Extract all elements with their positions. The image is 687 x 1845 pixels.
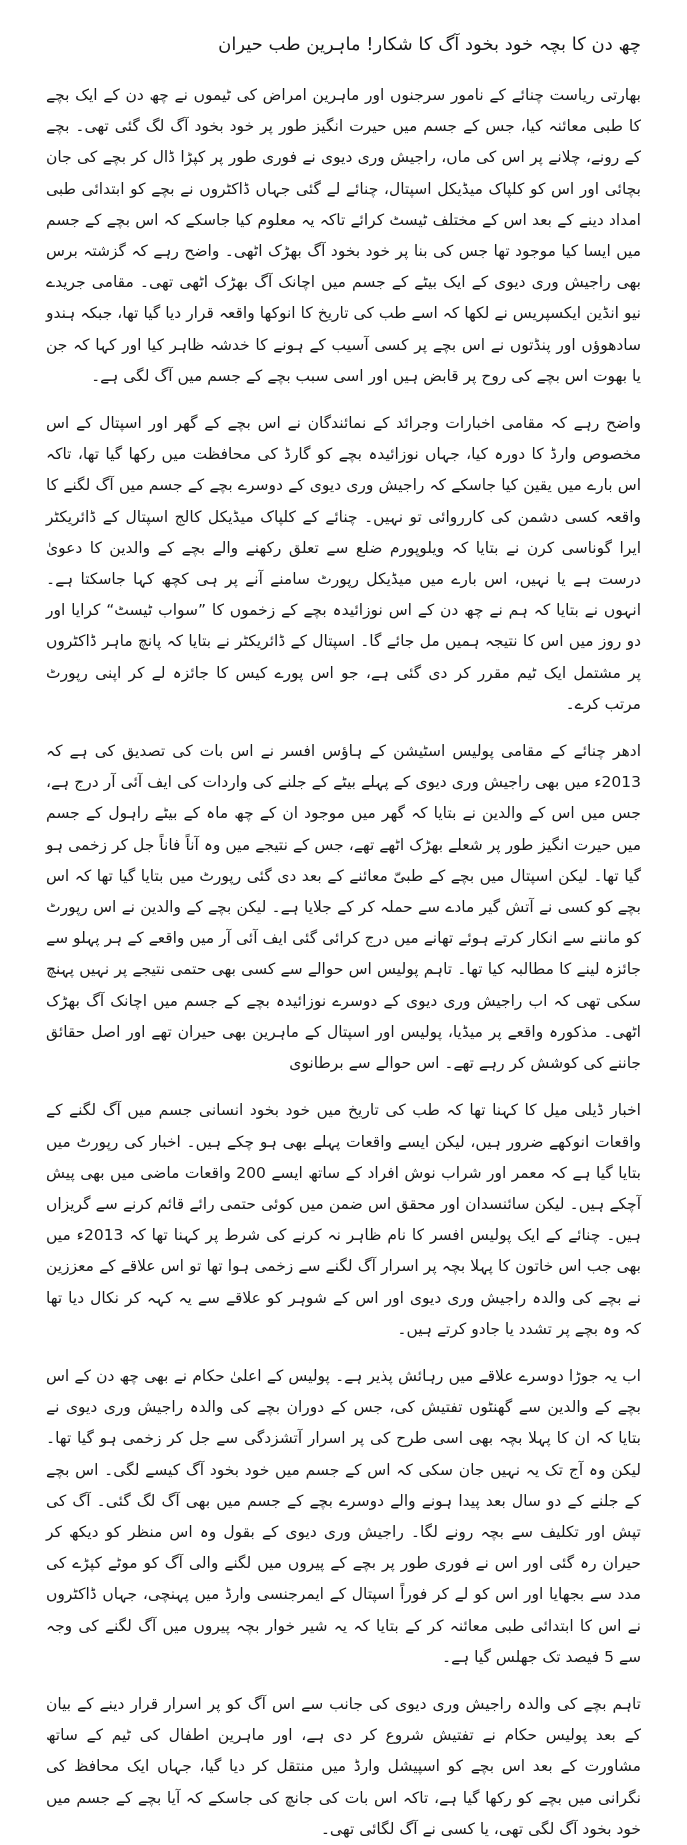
article-paragraph-4: اخبار ڈیلی میل کا کہنا تھا کہ طب کی تاریخ میں خود بخود انسانی جسم میں آگ لگنے کے واقعات انوکھے ضرور ہیں، لیکن ایسے واقعات پہلے بھی ہو چکے ہیں۔ اخبار کی رپورٹ میں بتایا گیا ہے کہ معمر اور شراب نوش افراد کے ساتھ ایسے 200 واقعات ماضی میں بھی پیش آچکے ہیں۔ لیکن سائنسدان اور محقق اس ضمن میں کوئی حتمی رائے قائم کرنے سے گریزاں ہیں۔ چنائے کے ایک پولیس افسر کا نام ظاہر نہ کرنے کی شرط پر کہنا تھا کہ 2013ء میں بھی جب اس خاتون کا پہلا بچہ پر اسرار آگ لگنے سے زخمی ہوا تھا تو اس علاقے کے معززین نے بچے کی والدہ راجیش وری دیوی اور اس کے شوہر کو علاقے سے یہ کہہ کر نکال دیا تھا کہ وہ بچے پر تشدد یا جادو کرتے ہیں۔ [46, 1101, 641, 1338]
article-paragraph-2: واضح رہے کہ مقامی اخبارات وجرائد کے نمائندگان نے اس بچے کے گھر اور اسپتال کے اس مخصوص وارڈ کا دورہ کیا، جہاں نوزائیدہ بچے کو گارڈ کی محافظت میں رکھا گیا تھا، تاکہ اس بارے میں یقین کیا جاسکے کہ راجیش وری دیوی کے دوسرے بچے کے جسم میں آگ لگنے کا واقعہ کسی دشمن کی کارروائی تو نہیں۔ چنائے کے کلپاک میڈیکل کالج اسپتال کے ڈائریکٹر ایرا گوناسی کرن نے بتایا کہ ویلوپورم ضلع سے تعلق رکھنے والے بچے کے والدین کا دعویٰ درست ہے یا نہیں، اس بارے میں میڈیکل رپورٹ سامنے آنے پر ہی کچھ کہا جاسکتا ہے۔ انہوں نے بتایا کہ ہم نے چھ دن کے اس نوزائیدہ بچے کے زخموں کا ”سواب ٹیسٹ“ کرایا اور دو روز میں اس کا نتیجہ ہمیں مل جائے گا۔ اسپتال کے ڈائریکٹر نے بتایا کہ پانچ ماہر ڈاکٹروں پر مشتمل ایک ٹیم مقرر کر دی گئی ہے، جو اس پورے کیس کا جائزہ لے کر اپنی رپورٹ مرتب کرے۔ [46, 414, 641, 713]
article-paragraph-6: تاہم بچے کی والدہ راجیش وری دیوی کی جانب سے اس آگ کو پر اسرار قرار دینے کے بیان کے بعد پولیس حکام نے تفتیش شروع کر دی ہے، اور ماہرین اطفال کی ٹیم کے ساتھ مشاورت کے بعد اس بچے کو اسپیشل وارڈ میں منتقل کر دیا گیا، جہاں ایک محافظ کی نگرانی میں بچے کو رکھا گیا ہے، تاکہ اس بات کی جانچ کی جاسکے کہ آیا بچے کے جسم میں خود بخود آگ لگی تھی، یا کسی نے آگ لگائی تھی۔ [46, 1694, 641, 1838]
article-headline: چھ دن کا بچہ خود بخود آگ کا شکار! ماہرین طب حیران [218, 34, 641, 55]
article-paragraph-5: اب یہ جوڑا دوسرے علاقے میں رہائش پذیر ہے۔ پولیس کے اعلیٰ حکام نے بھی چھ دن کے اس بچے کے والدین سے گھنٹوں تفتیش کی، جس کے دوران بچے کی والدہ راجیش وری دیوی نے بتایا کہ ان کا پہلا بچہ بھی اسی طرح کی پر اسرار آتشزدگی سے جل کر زخمی ہو گیا تھا۔ لیکن وہ آج تک یہ نہیں جان سکی کہ اس کے جسم میں خود بخود آگ کیسے لگی۔ اس بچے کے جلنے کے دو سال بعد پیدا ہونے والے دوسرے بچے کے جسم میں بھی آگ لگ گئی۔ آگ کی تپش اور تکلیف سے بچہ رونے لگا۔ راجیش وری دیوی کے بقول وہ اس منظر کو دیکھ کر حیران رہ گئی اور اس نے فوری طور پر بچے کے پیروں میں لگنے والی آگ کو موٹے کپڑے کی مدد سے بجھایا اور اس کو لے کر فوراً اسپتال کے ایمرجنسی وارڈ میں پہنچی، جہاں ڈاکٹروں نے اس کا ابتدائی طبی معائنہ کر کے بتایا کہ یہ شیر خوار بچہ پیروں میں آگ لگنے کی وجہ سے 5 فیصد تک جھلس گیا ہے۔ [46, 1366, 641, 1666]
article-paragraph-1: بھارتی ریاست چنائے کے نامور سرجنوں اور ماہرین امراض کی ٹیموں نے چھ دن کے ایک بچے کا طبی معائنہ کیا، جس کے جسم میں حیرت انگیز طور پر خود بخود آگ لگ گئی تھی۔ بچے کے رونے، چلانے پر اس کی ماں، راجیش وری دیوی نے فوری طور پر کپڑا ڈال کر بچے کی جان بچائی اور اس کو کلپاک میڈیکل اسپتال، چنائے لے گئی جہاں ڈاکٹروں نے بچے کو ابتدائی طبی امداد دینے کے بعد اس کے مختلف ٹیسٹ کرائے تاکہ یہ معلوم کیا جاسکے کہ اس بچے کے جسم میں ایسا کیا موجود تھا جس کی بنا پر خود بخود آگ بھڑک اٹھی۔ واضح رہے کہ گزشتہ برس بھی راجیش وری دیوی کے ایک بیٹے کے جسم میں اچانک آگ بھڑک اٹھی تھی۔ مقامی جریدے نیو انڈین ایکسپریس نے لکھا کہ اسے طب کی تاریخ کا انوکھا واقعہ قرار دیا گیا تھا، جبکہ ہندو سادھوؤں اور پنڈتوں نے اس بچے پر کسی آسیب کے ہونے کا خدشہ ظاہر کیا اور کہا کہ جن یا بھوت اس بچے کی روح پر قابض ہیں اور اسی سبب بچے کے جسم میں آگ لگی ہے۔ [46, 86, 641, 385]
article-paragraph-3: ادھر چنائے کے مقامی پولیس اسٹیشن کے ہاؤس افسر نے اس بات کی تصدیق کی ہے کہ 2013ء میں بھی راجیش وری دیوی کے پہلے بیٹے کے جلنے کی واردات کی ایف آئی آر درج ہے، جس میں اس کے والدین نے بتایا کہ گھر میں موجود ان کے چھ ماہ کے بیٹے راہول کے جسم میں حیرت انگیز طور پر شعلے بھڑک اٹھے تھے، جس کے نتیجے میں وہ آناً فاناً جل کر زخمی ہو گیا تھا۔ لیکن اسپتال میں بچے کے طبیّ معائنے کے بعد دی گئی رپورٹ میں بتایا گیا تھا کہ اس بچے کو کسی نے آتش گیر مادے سے حملہ کر کے جلایا ہے۔ لیکن بچے کے والدین نے اس رپورٹ کو ماننے سے انکار کرتے ہوئے تھانے میں درج کرائی گئی ایف آئی آر میں واقعے کے ہر پہلو سے جائزہ لینے کا مطالبہ کیا تھا۔ تاہم پولیس اس حوالے سے کسی بھی حتمی نتیجے پر نہیں پہنچ سکی تھی کہ اب راجیش وری دیوی کے دوسرے نوزائیدہ بچے کے جسم میں اچانک آگ بھڑک اٹھی۔ مذکورہ واقعے پر میڈیا، پولیس اور اسپتال کے ماہرین بھی حیران تھے اور اصل حقائق جاننے کی کوشش کر رہے تھے۔ اس حوالے سے برطانوی [46, 742, 641, 1073]
